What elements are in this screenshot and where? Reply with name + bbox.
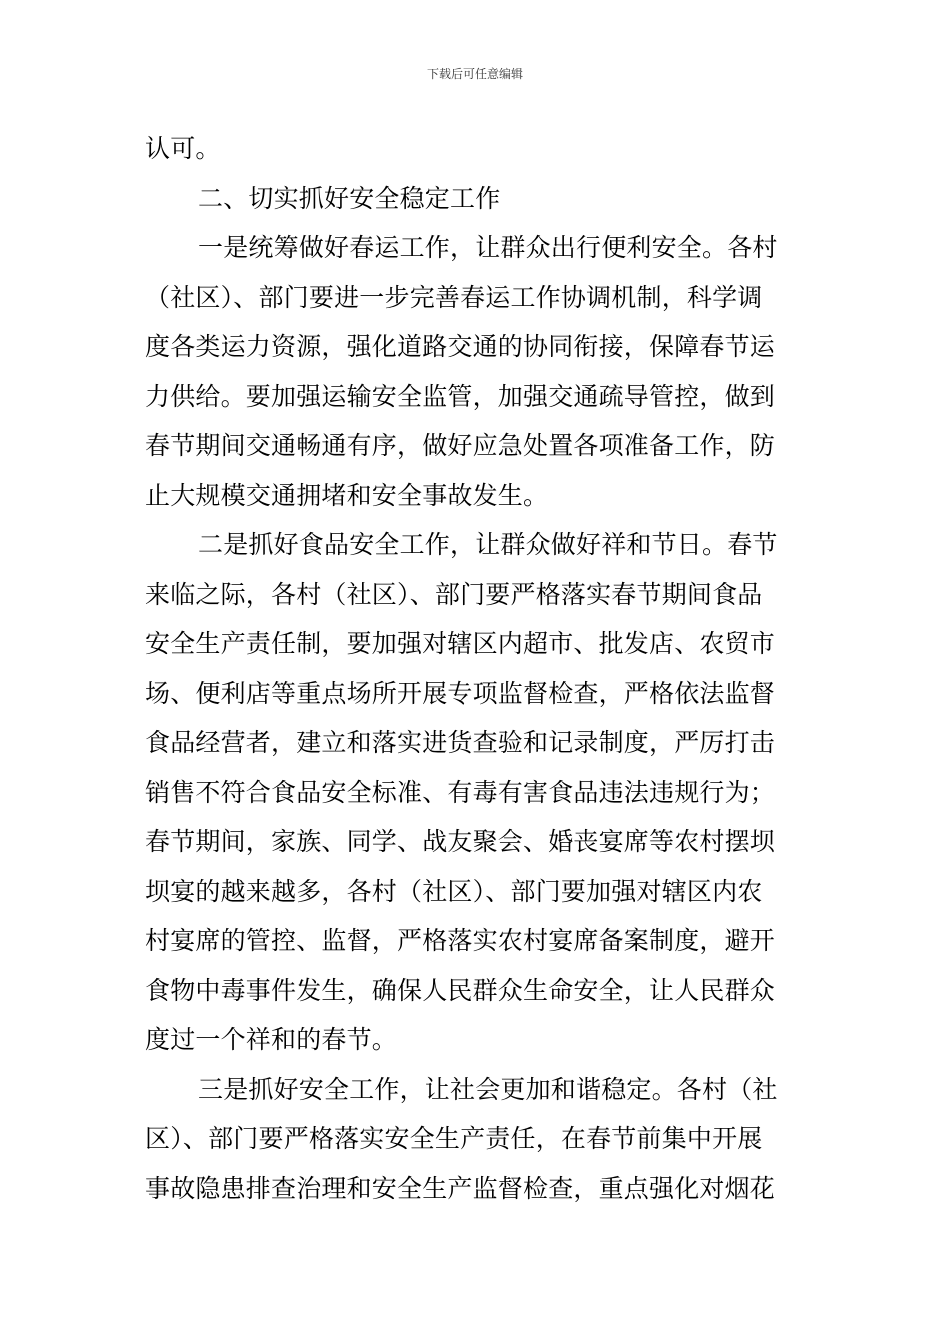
page-header: 下载后可任意编辑 [426, 67, 523, 81]
text-line: 食品经营者，建立和落实进货查验和记录制度，严厉打击 [145, 728, 776, 757]
text-line: 销售不符合食品安全标准、有毒有害食品违法违规行为； [145, 777, 776, 807]
text-line: 安全生产责任制，要加强对辖区内超市、批发店、农贸市 [145, 629, 776, 658]
text-line: 力供给。要加强运输安全监管，加强交通疏导管控，做到 [145, 381, 776, 411]
document-body [145, 124, 810, 1213]
text-line: （社区）、部门要进一步完善春运工作协调机制，科学调 [145, 282, 763, 312]
text-line: 止大规模交通拥堵和安全事故发生。 [145, 480, 549, 510]
text-line: 春节期间，家族、同学、战友聚会、婚丧宴席等农村摆坝 [145, 827, 776, 856]
text-line: 度过一个祥和的春节。 [145, 1025, 398, 1054]
text-line: 来临之际，各村（社区）、部门要严格落实春节期间食品 [145, 579, 763, 609]
text-line: 春节期间交通畅通有序，做好应急处置各项准备工作，防 [145, 431, 776, 460]
text-line: 村宴席的管控、监督，严格落实农村宴席备案制度，避开 [145, 926, 776, 955]
text-line: 二是抓好食品安全工作，让群众做好祥和节日。春节 [198, 530, 778, 559]
text-line: 度各类运力资源，强化道路交通的协同衔接，保障春节运 [145, 332, 776, 361]
text-line: 三是抓好安全工作，让社会更加和谐稳定。各村（社 [198, 1074, 778, 1104]
text-line: 认可。 [145, 134, 221, 163]
text-line: 坝宴的越来越多，各村（社区）、部门要加强对辖区内农 [145, 876, 763, 906]
text-line: 区）、部门要严格落实安全生产责任，在春节前集中开展 [145, 1124, 763, 1153]
text-line: 食物中毒事件发生，确保人民群众生命安全，让人民群众 [145, 975, 776, 1005]
text-line: 场、便利店等重点场所开展专项监督检查，严格依法监督 [145, 678, 776, 708]
text-line: 一是统筹做好春运工作，让群众出行便利安全。各村 [198, 233, 778, 262]
text-line: 事故隐患排查治理和安全生产监督检查，重点强化对烟花 [145, 1173, 776, 1203]
section-heading: 二、切实抓好安全稳定工作 [198, 183, 501, 213]
